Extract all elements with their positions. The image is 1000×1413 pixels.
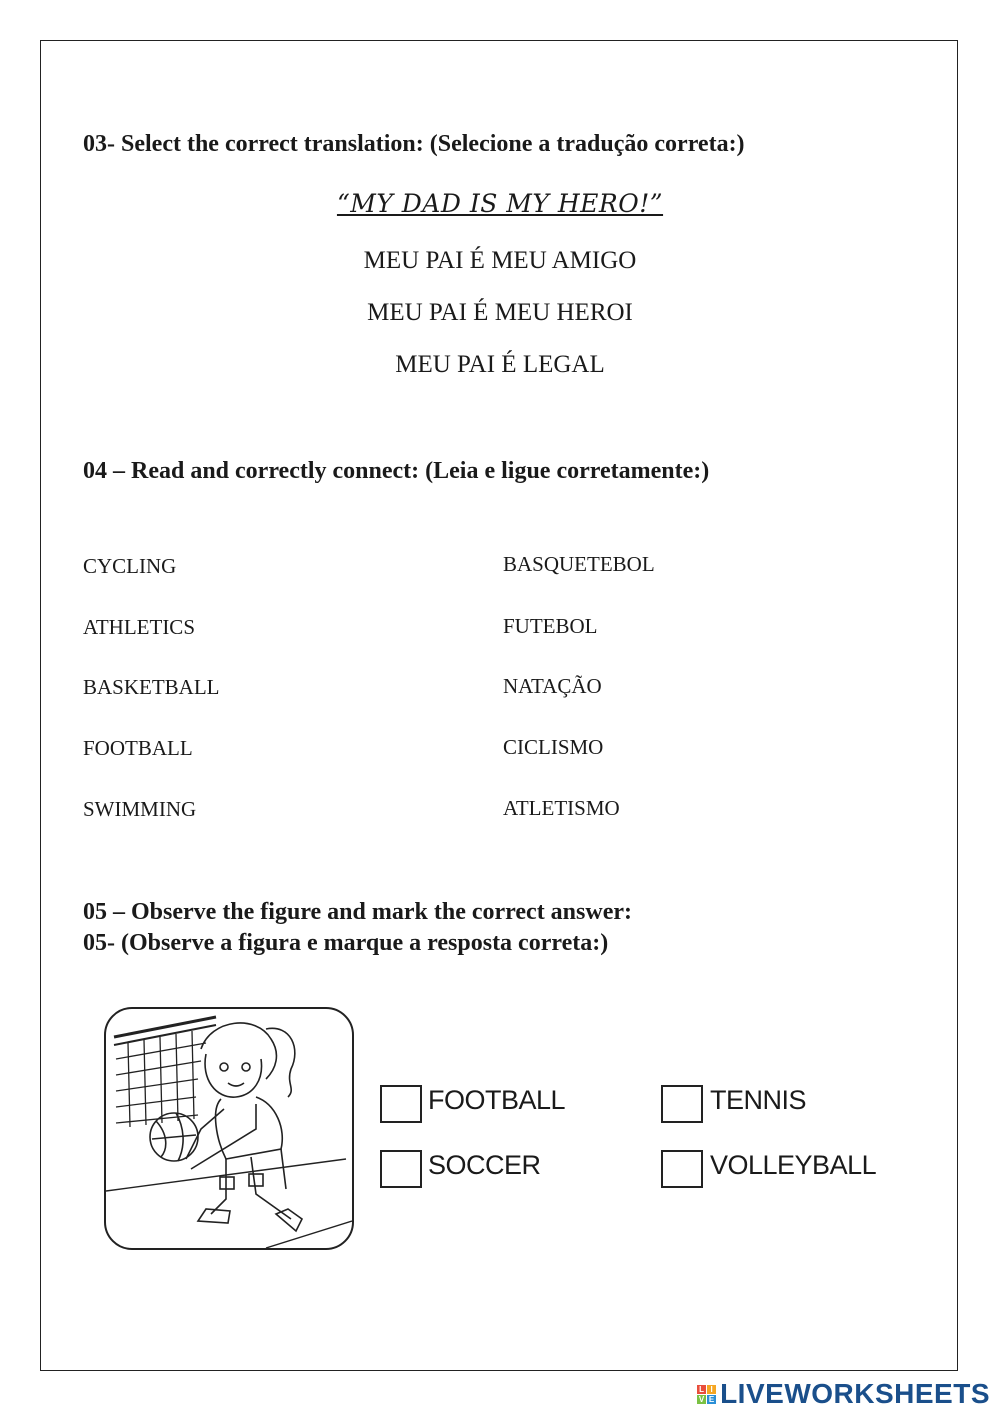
- logo-mark-cell: I: [707, 1385, 716, 1394]
- q4-right-item[interactable]: BASQUETEBOL: [503, 552, 655, 576]
- q3-option-3[interactable]: MEU PAI É LEGAL: [395, 351, 605, 378]
- q3-quote: “MY DAD IS MY HERO!”: [336, 189, 664, 218]
- choice-football[interactable]: FOOTBALL: [428, 1085, 566, 1115]
- choice-soccer[interactable]: SOCCER: [428, 1150, 541, 1180]
- q4-left-item[interactable]: ATHLETICS: [83, 615, 195, 639]
- q5-heading-en: 05 – Observe the figure and mark the correct answer:: [83, 899, 632, 925]
- q4-left-item[interactable]: SWIMMING: [83, 797, 197, 821]
- q4-right-item[interactable]: ATLETISMO: [503, 796, 620, 820]
- q3-option-1[interactable]: MEU PAI É MEU AMIGO: [363, 247, 637, 274]
- logo-text: LIVEWORKSHEETS: [720, 1378, 990, 1409]
- choice-tennis[interactable]: TENNIS: [710, 1085, 807, 1115]
- q3-option-2[interactable]: MEU PAI É MEU HEROI: [367, 299, 633, 326]
- logo-mark-cell: L: [697, 1385, 706, 1394]
- q5-heading-pt: 05- (Observe a figura e marque a resposta correta:): [83, 930, 609, 956]
- logo-mark-cell: V: [698, 1394, 705, 1404]
- checkbox-tennis[interactable]: [661, 1085, 703, 1123]
- q3-heading: 03- Select the correct translation: (Selecione a tradução correta:): [83, 131, 745, 157]
- volleyball-girl-illustration: [104, 1007, 354, 1250]
- q3-quote-wrap: [0, 189, 1000, 218]
- q4-heading: 04 – Read and correctly connect: (Leia e ligue corretamente:): [83, 458, 710, 484]
- logo-mark-cell: E: [708, 1394, 715, 1404]
- liveworksheets-logo[interactable]: [697, 1378, 990, 1410]
- logo-mark-icon: [697, 1385, 716, 1404]
- q4-left-item[interactable]: CYCLING: [83, 554, 177, 578]
- q4-left-item[interactable]: BASKETBALL: [83, 675, 220, 699]
- q4-left-item[interactable]: FOOTBALL: [83, 736, 193, 760]
- q4-right-item[interactable]: FUTEBOL: [503, 614, 598, 638]
- q4-right-item[interactable]: NATAÇÃO: [503, 674, 602, 698]
- checkbox-soccer[interactable]: [380, 1150, 422, 1188]
- checkbox-volleyball[interactable]: [661, 1150, 703, 1188]
- checkbox-football[interactable]: [380, 1085, 422, 1123]
- choice-volleyball[interactable]: VOLLEYBALL: [710, 1150, 877, 1180]
- q4-right-item[interactable]: CICLISMO: [503, 735, 604, 759]
- volleyball-girl-drawing: [106, 1009, 352, 1248]
